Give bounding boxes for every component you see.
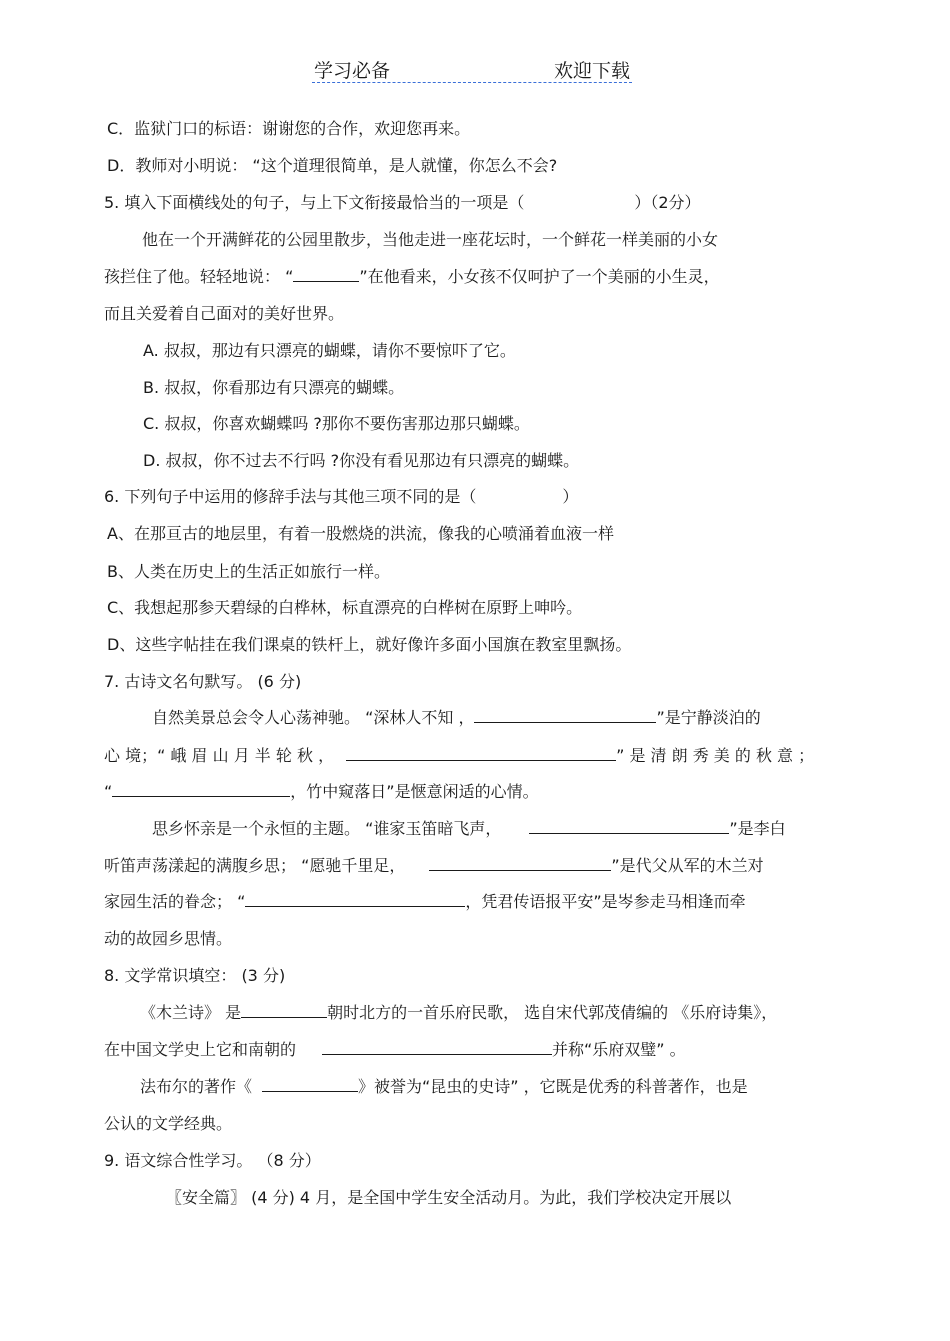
q8-line-3 (140, 1076, 748, 1098)
q5-passage-2a: 孩拦住了他。轻轻地说： “ (104, 267, 294, 286)
q8-line-1 (140, 1002, 777, 1024)
q7-line-4 (152, 818, 786, 840)
q7-line-1 (152, 707, 761, 729)
q5-passage-line-3: 而且关爱着自己面对的美好世界。 (104, 304, 345, 323)
q5-option-c: C. 叔叔，你喜欢蝴蝶吗 ?那你不要伤害那边那只蝴蝶。 (143, 414, 530, 433)
q8-line-2b: 并称“乐府双璧” 。 (552, 1040, 686, 1059)
q8-line-2a: 在中国文学史上它和南朝的 (104, 1040, 297, 1059)
q8-line-4: 公认的文学经典。 (104, 1114, 233, 1133)
q7-line-4a: 思乡怀亲是一个永恒的主题。 “谁家玉笛暗飞声， (152, 819, 502, 838)
header-right-text: 欢迎下载 (553, 60, 630, 82)
q5-passage-line-1: 他在一个开满鲜花的公园里散步，当他走进一座花坛时，一个鲜花一样美丽的小女 (142, 230, 719, 249)
answer-blank[interactable] (293, 266, 359, 282)
q7-line-5a: 听笛声荡漾起的满腹乡思； “愿驰千里足， (104, 856, 406, 875)
q7-line-6a: 家园生活的眷念； “ (104, 892, 246, 911)
q7-line-1a: 自然美景总会令人心荡神驰。 “深林人不知 ， (152, 708, 475, 727)
q7-line-2 (104, 745, 814, 767)
answer-blank[interactable] (529, 818, 729, 834)
q7-line-5b: ”是代父从军的木兰对 (611, 856, 764, 875)
q5-option-a: A. 叔叔，那边有只漂亮的蝴蝶，请你不要惊吓了它。 (143, 341, 516, 360)
q7-line-3b: ，竹中窥落日”是惬意闲适的心情。 (290, 782, 539, 801)
q5-prompt-text: 5. 填入下面横线处的句子，与上下文衔接最恰当的一项是（ (104, 193, 525, 212)
header-left-text: 学习必备 (314, 60, 391, 82)
q6-prompt-text: 6. 下列句子中运用的修辞手法与其他三项不同的是（ (104, 487, 477, 506)
q8-line-3a: 法布尔的著作《 (140, 1077, 253, 1096)
q5-passage-2b: ”在他看来，小女孩不仅呵护了一个美丽的小生灵， (359, 267, 720, 286)
q5-score-text: ）（2分） (634, 193, 701, 212)
q7-line-4b: ”是李白 (729, 819, 786, 838)
q8-line-1b: 朝时北方的一首乐府民歌， 选自宋代郭茂倩编的 《乐府诗集》， (327, 1003, 778, 1022)
answer-blank[interactable] (112, 781, 290, 797)
q5-passage-line-2 (104, 266, 720, 288)
page-header (312, 52, 632, 83)
question-8-title: 8. 文学常识填空： (3 分) (104, 966, 286, 985)
q6-option-a: A、在那亘古的地层里，有着一股燃烧的洪流，像我的心喷涌着血液一样 (107, 524, 614, 543)
answer-blank[interactable] (429, 855, 611, 871)
q7-line-3 (104, 781, 539, 803)
q6-close-paren: ） (562, 487, 579, 506)
q9-line-1: 〖安全篇〗 (4 分) 4 月，是全国中学生安全活动月。为此，我们学校决定开展以 (166, 1188, 732, 1207)
q8-line-3b: 》被誉为“昆虫的史诗” ，它既是优秀的科普著作，也是 (358, 1077, 748, 1096)
q7-line-6 (104, 891, 746, 913)
question-5-prompt (104, 192, 701, 214)
answer-blank[interactable] (322, 1039, 552, 1055)
answer-blank[interactable] (241, 1002, 327, 1018)
question-6-prompt (104, 486, 578, 508)
question-7-title: 7. 古诗文名句默写。 (6 分) (104, 672, 302, 691)
q5-option-b: B. 叔叔，你看那边有只漂亮的蝴蝶。 (143, 378, 405, 397)
q7-line-2a: 心 境；“ 峨 眉 山 月 半 轮 秋 ， (104, 746, 335, 765)
answer-blank[interactable] (262, 1076, 358, 1092)
q7-line-7: 动的故园乡思情。 (104, 929, 233, 948)
q7-line-1b: ”是宁静淡泊的 (656, 708, 761, 727)
q6-option-c: C、我想起那参天碧绿的白桦林，标直漂亮的白桦树在原野上呻吟。 (107, 598, 583, 617)
answer-blank[interactable] (474, 707, 656, 723)
q8-line-1a: 《木兰诗》 是 (140, 1003, 242, 1022)
q5-option-d: D. 叔叔，你不过去不行吗 ?你没有看见那边有只漂亮的蝴蝶。 (143, 451, 580, 470)
q6-option-d: D、这些字帖挂在我们课桌的铁杆上，就好像许多面小国旗在教室里飘扬。 (107, 635, 632, 654)
option-c-line: C．监狱门口的标语：谢谢您的合作，欢迎您再来。 (107, 119, 471, 138)
q8-line-2 (104, 1039, 686, 1061)
q6-option-b: B、人类在历史上的生活正如旅行一样。 (107, 562, 390, 581)
question-9-title: 9. 语文综合性学习。 （8 分） (104, 1151, 321, 1170)
q7-line-3a: “ (104, 782, 113, 801)
q7-line-5 (104, 855, 764, 877)
option-d-line: D．教师对小明说： “这个道理很简单，是人就懂，你怎么不会? (107, 156, 558, 175)
q7-line-6b: ，凭君传语报平安”是岑参走马相逢而牵 (465, 892, 746, 911)
q7-line-2b: ” 是 清 朗 秀 美 的 秋 意 ； (616, 746, 815, 765)
answer-blank[interactable] (245, 891, 465, 907)
answer-blank[interactable] (346, 745, 616, 761)
